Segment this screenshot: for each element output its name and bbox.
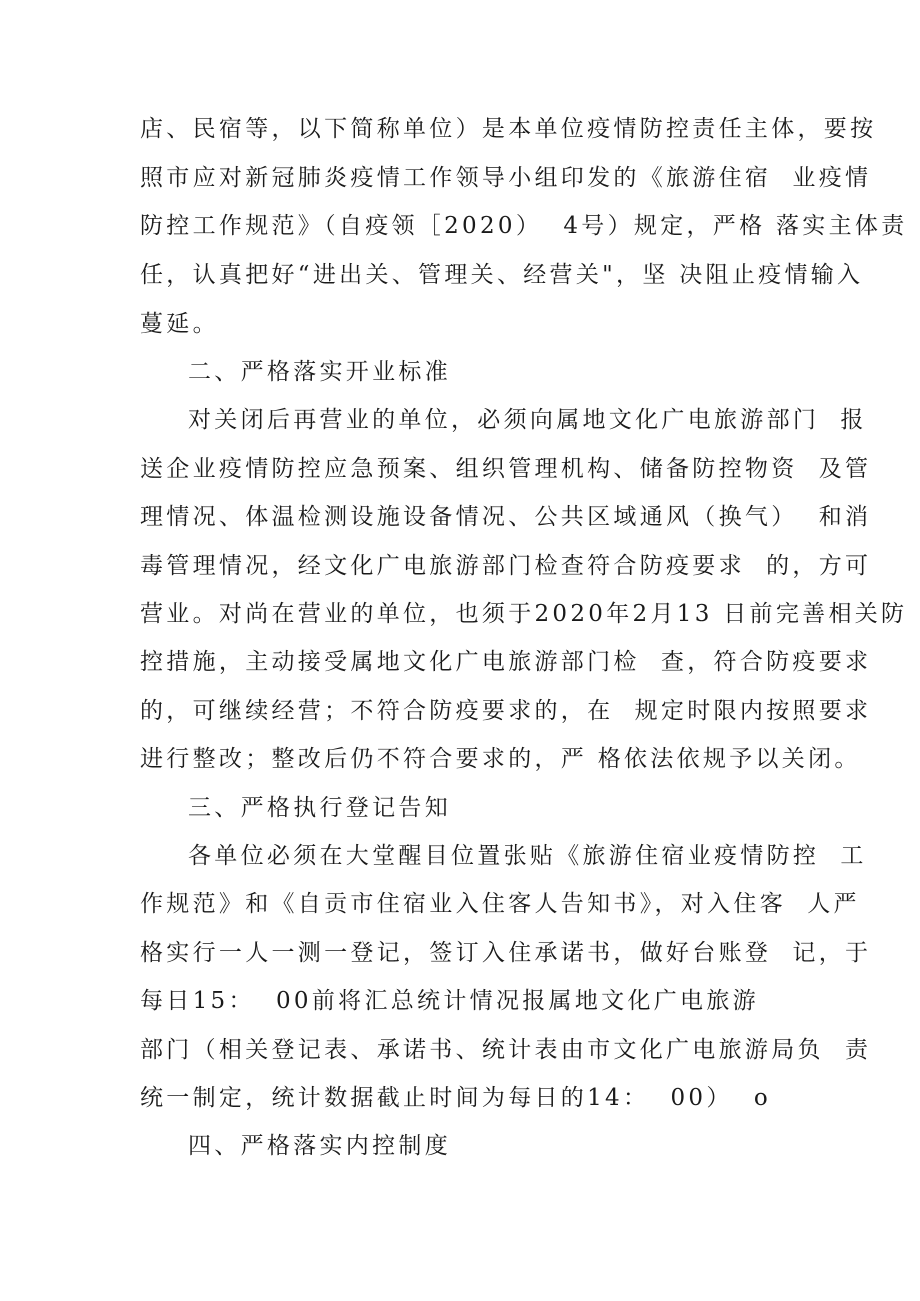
paragraph-line: 统一制定，统计数据截止时间为每日的14： 00） o bbox=[140, 1085, 772, 1111]
section-heading: 二、严格落实开业标准 bbox=[188, 359, 451, 385]
paragraph-line: 格实行一人一测一登记，签订入住承诺书，做好台账登 记，于 bbox=[140, 940, 872, 966]
paragraph-line: 对关闭后再营业的单位，必须向属地文化广电旅游部门 报 bbox=[188, 407, 867, 433]
paragraph-line: 店、民宿等，以下简称单位）是本单位疫情防控责任主体，要按 bbox=[140, 116, 877, 142]
paragraph-line: 营业。对尚在营业的单位，也须于2020年2月13 日前完善相关防 bbox=[140, 601, 908, 627]
paragraph-line: 各单位必须在大堂醒目位置张贴《旅游住宿业疫情防控 工 bbox=[188, 843, 867, 869]
paragraph-line: 作规范》和《自贡市住宿业入住客人告知书》，对入住客 人严 bbox=[140, 891, 860, 917]
paragraph-line: 任，认真把好“进出关、管理关、经营关"，坚 决阻止疫情输入 bbox=[140, 262, 864, 288]
paragraph-line: 部门（相关登记表、承诺书、统计表由市文化广电旅游局负 责 bbox=[140, 1037, 872, 1063]
section-heading: 四、严格落实内控制度 bbox=[188, 1133, 451, 1159]
paragraph-line: 毒管理情况，经文化广电旅游部门检查符合防疫要求 的，方可 bbox=[140, 553, 872, 579]
paragraph-line: 蔓延。 bbox=[140, 311, 219, 337]
paragraph-line: 送企业疫情防控应急预案、组织管理机构、储备防控物资 及管 bbox=[140, 456, 872, 482]
section-heading: 三、严格执行登记告知 bbox=[188, 795, 451, 821]
paragraph-line: 的，可继续经营；不符合防疫要求的，在 规定时限内按照要求 bbox=[140, 698, 872, 724]
paragraph-line: 理情况、体温检测设施设备情况、公共区域通风（换气） 和消 bbox=[140, 504, 872, 530]
paragraph-line: 控措施，主动接受属地文化广电旅游部门检 查，符合防疫要求 bbox=[140, 649, 872, 675]
paragraph-line: 进行整改；整改后仍不符合要求的，严 格依法依规予以关闭。 bbox=[140, 746, 861, 772]
paragraph-line: 每日15： 00前将汇总统计情况报属地文化广电旅游 bbox=[140, 988, 759, 1014]
paragraph-line: 照市应对新冠肺炎疫情工作领导小组印发的《旅游住宿 业疫情 bbox=[140, 165, 872, 191]
paragraph-line: 防控工作规范》（自疫领［2020） 4号）规定，严格 落实主体责 bbox=[140, 213, 908, 239]
